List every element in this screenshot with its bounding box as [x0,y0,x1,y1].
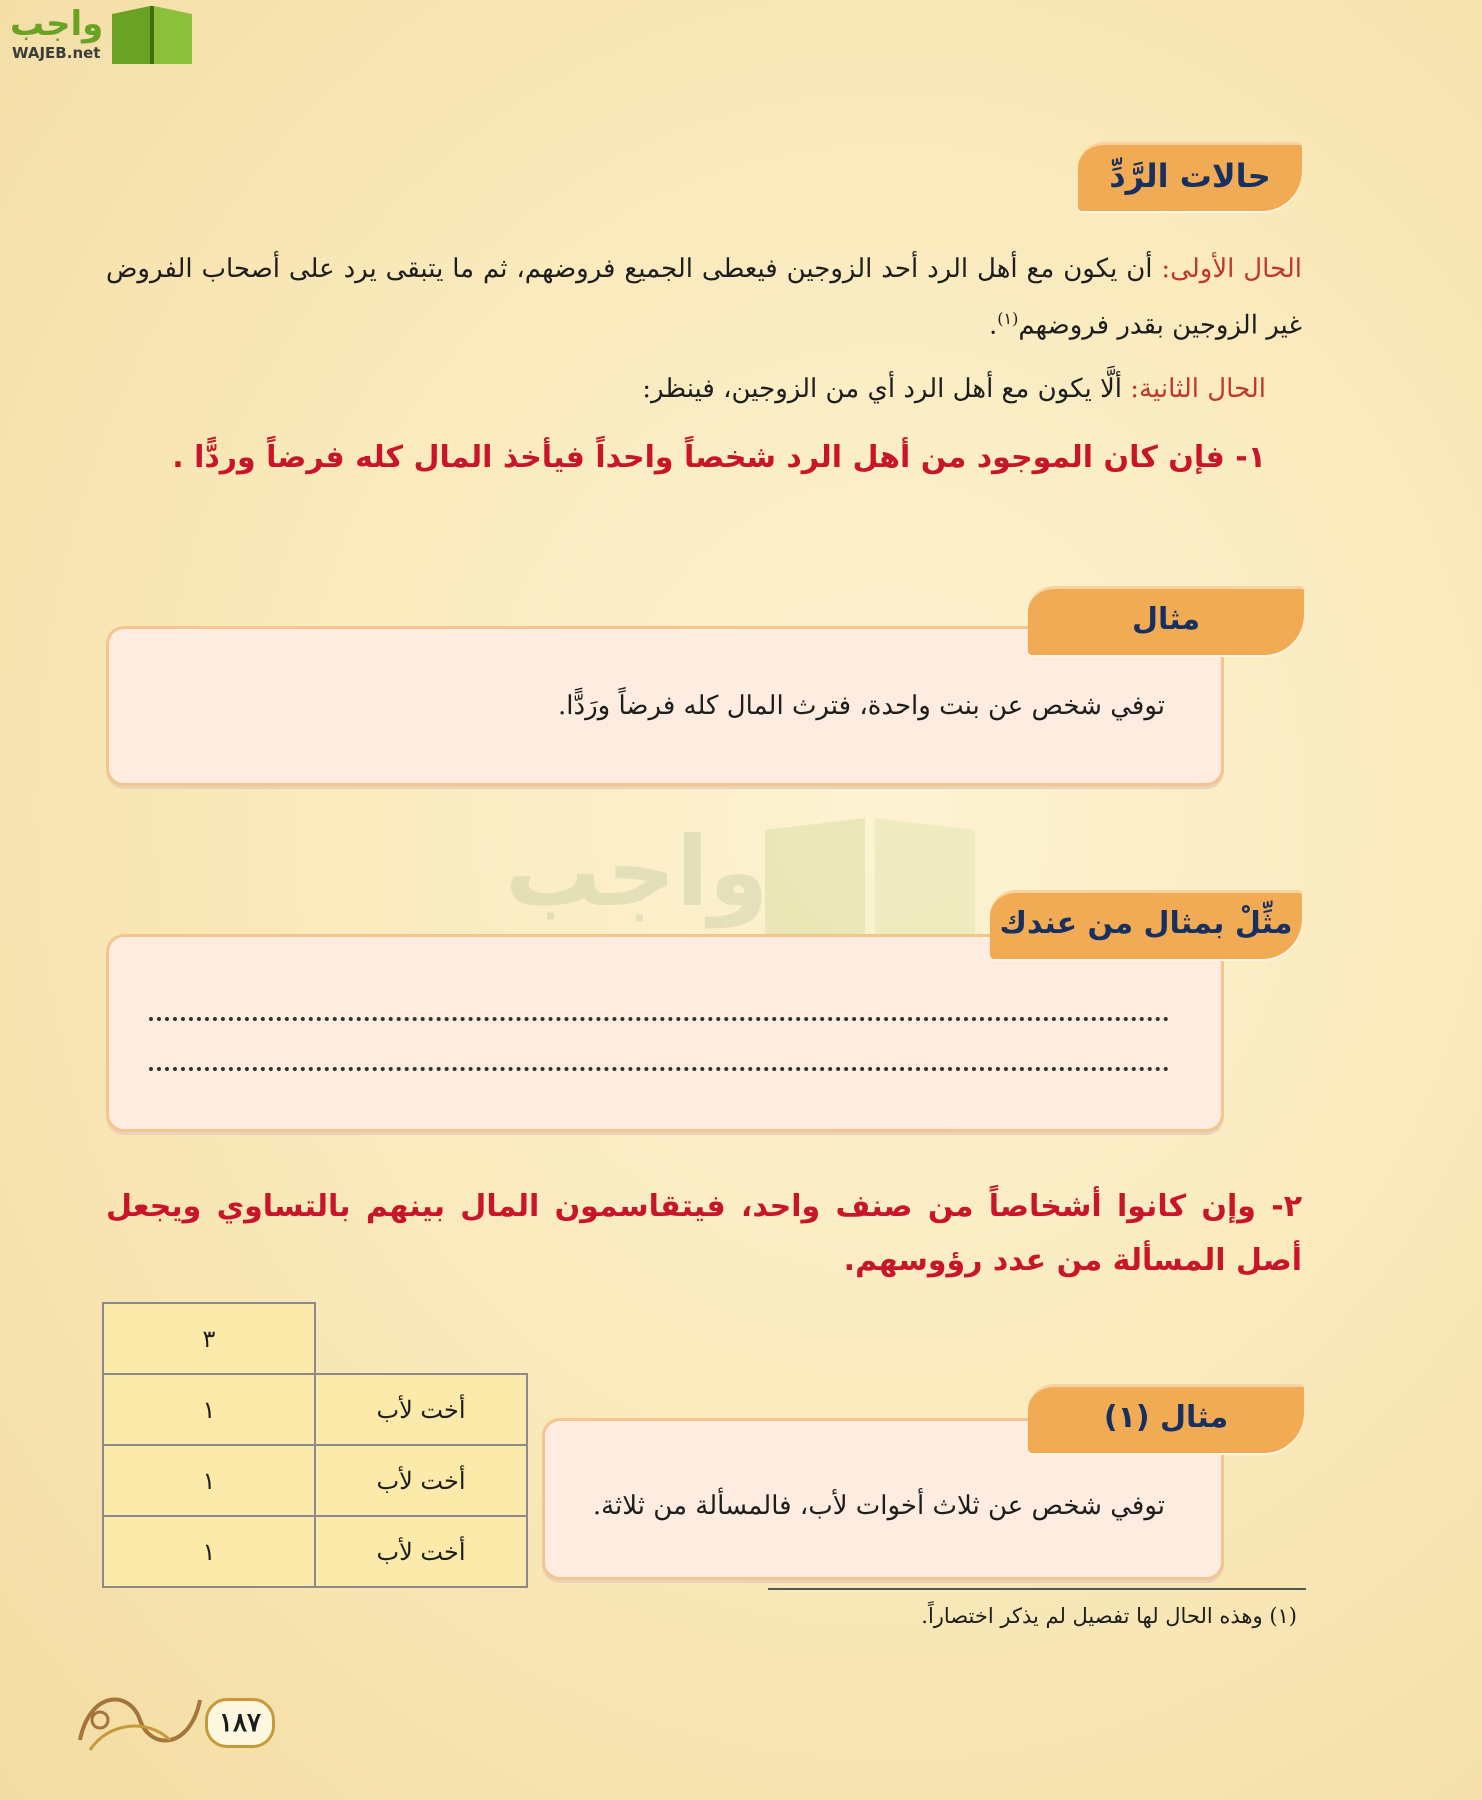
book-icon [106,4,198,68]
logo-text-latin: WAJEB.net [12,44,101,62]
practice-tab [990,890,1302,959]
table-share: ١ [103,1445,315,1516]
case2-label: الحال الثانية: [1130,374,1266,404]
example1-text: توفي شخص عن ثلاث أخوات لأب، فالمسألة من ثلاثة. [592,1491,1165,1521]
page-number: ١٨٧ [205,1698,275,1748]
rule2-text: ٢- وإن كانوا أشخاصاً من صنف واحد، فيتقاسمون المال بينهم بالتساوي ويجعل أصل المسألة من عدد رؤوسهم. [106,1189,1302,1278]
svg-text:واجب: واجب [505,816,769,928]
section-title: حالات الرَّدِّ [1109,157,1271,195]
footnote-divider [768,1588,1306,1590]
example-text: توفي شخص عن بنت واحدة، فترث المال كله فرضاً ورَدًّا. [558,691,1165,721]
table-heir: أخت لأب [315,1374,527,1445]
case1-label: الحال الأولى: [1161,254,1302,284]
logo-text-arabic: واجب [10,4,104,44]
practice-tab-label: مثِّلْ بمثال من عندك [999,906,1293,941]
example-tab-label: مثال [1131,602,1201,637]
case1-end: . [989,310,998,341]
rule1-text: ١- فإن كان الموجود من أهل الرد شخصاً واحداً فيأخذ المال كله فرضاً وردًّا . [172,440,1266,475]
table-origin: ٣ [103,1303,315,1374]
answer-line-1[interactable] [149,1017,1169,1021]
case2-text: ألَّا يكون مع أهل الرد أي من الزوجين، فينظر: [642,374,1123,404]
footnote-text: (١) وهذه الحال لها تفصيل لم يذكر اختصاراً. [921,1604,1297,1628]
table-row [103,1374,527,1445]
example1-tab-label: مثال (١) [1103,1400,1229,1435]
footnote-marker: (١) [997,309,1019,328]
table-share: ١ [103,1374,315,1445]
wajeb-logo[interactable] [10,4,190,70]
example-tab [1028,586,1304,655]
table-heir: أخت لأب [315,1445,527,1516]
example1-tab [1028,1384,1304,1453]
ornament-icon [70,1680,210,1760]
case1-text: أن يكون مع أهل الرد أحد الزوجين فيعطى الجميع فروضهم، ثم ما يتبقى يرد على أصحاب الفروض غير الزوجين بقدر فروضهم [106,254,1302,341]
table-empty-cell [315,1303,527,1374]
case2-paragraph [106,364,1266,414]
table-heir: أخت لأب [315,1516,527,1587]
table-share: ١ [103,1516,315,1587]
table-row [103,1516,527,1587]
practice-box [106,934,1224,1132]
shares-table [102,1302,528,1588]
section-title-tab [1078,142,1302,211]
table-row [103,1445,527,1516]
case1-paragraph [106,244,1302,351]
answer-line-2[interactable] [149,1067,1169,1071]
